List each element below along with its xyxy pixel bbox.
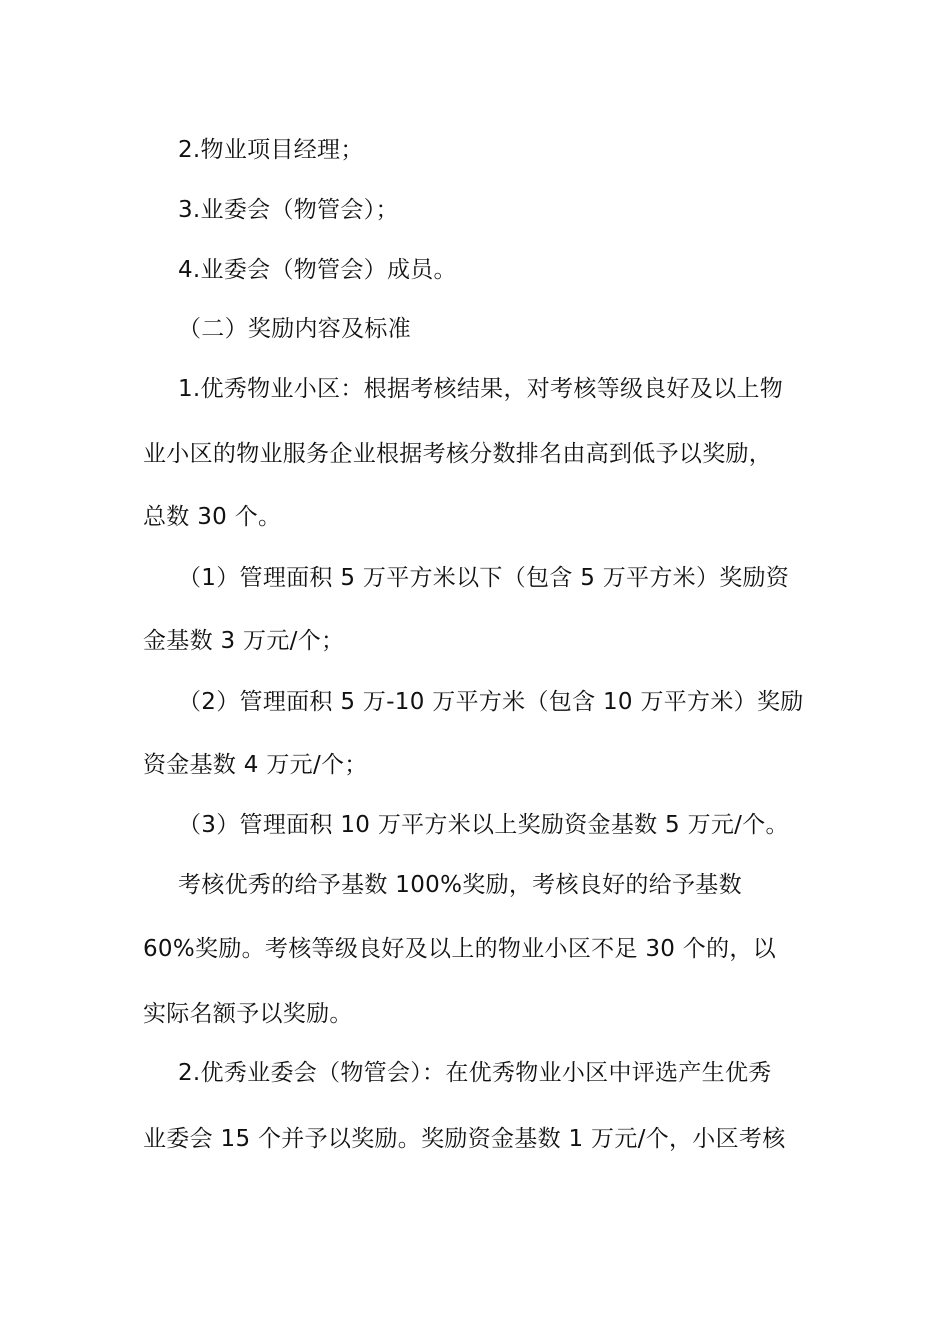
text-line-6: 业小区的物业服务企业根据考核分数排名由高到低予以奖励， [143,441,773,467]
text-line-10: （2）管理面积 5 万-10 万平方米（包含 10 万平方米）奖励 [178,689,804,715]
text-line-8: （1）管理面积 5 万平方米以下（包含 5 万平方米）奖励资 [178,565,790,591]
text-line-13: 考核优秀的给予基数 100%奖励，考核良好的给予基数 [178,872,742,898]
text-line-5: 1.优秀物业小区：根据考核结果，对考核等级良好及以上物 [178,376,784,402]
section-heading: （二）奖励内容及标准 [178,316,411,342]
text-line-3: 4.业委会（物管会）成员。 [178,257,457,283]
text-line-16: 2.优秀业委会（物管会）：在优秀物业小区中评选产生优秀 [178,1060,772,1086]
text-line-11: 资金基数 4 万元/个； [143,752,368,778]
text-line-9: 金基数 3 万元/个； [143,628,345,654]
text-line-2: 3.业委会（物管会）； [178,197,399,223]
text-line-7: 总数 30 个。 [143,504,282,530]
text-line-17: 业委会 15 个并予以奖励。奖励资金基数 1 万元/个，小区考核 [143,1126,786,1152]
text-line-14: 60%奖励。考核等级良好及以上的物业小区不足 30 个的，以 [143,936,777,962]
text-line-1: 2.物业项目经理； [178,137,364,163]
text-line-15: 实际名额予以奖励。 [143,1001,353,1027]
text-line-12: （3）管理面积 10 万平方米以上奖励资金基数 5 万元/个。 [178,812,789,838]
